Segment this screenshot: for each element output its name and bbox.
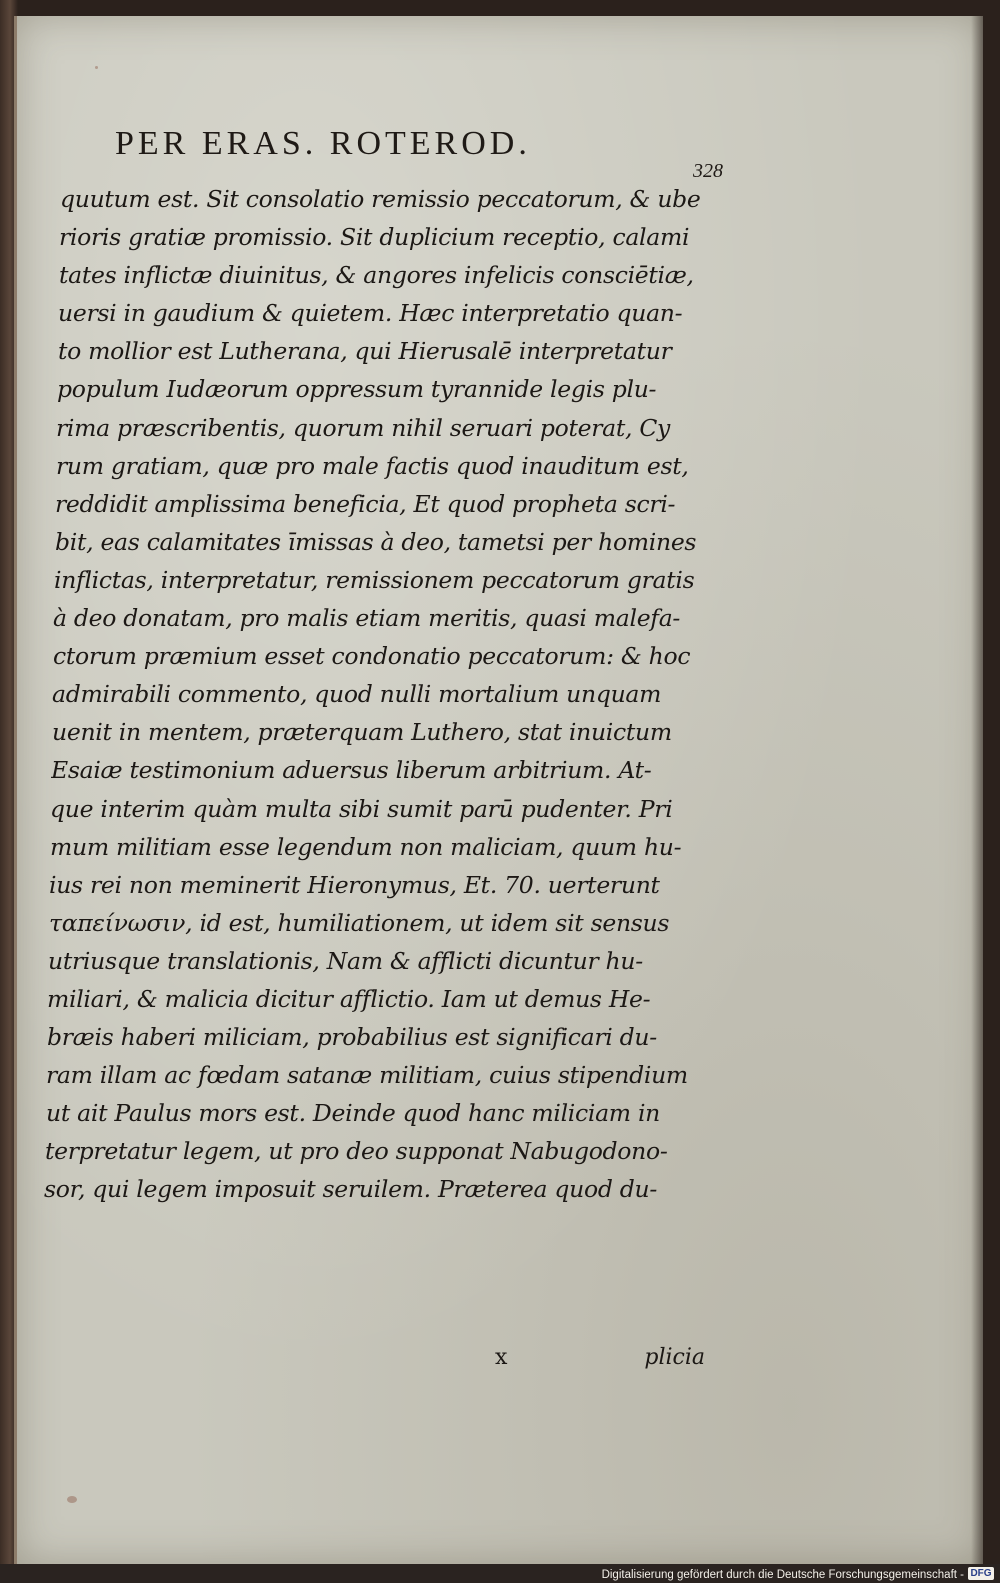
- text-line: ram illam ac fœdam satanæ militiam, cuius stipendium: [46, 1061, 688, 1090]
- text-line: à deo donatam, pro malis etiam meritis, quasi malefa-: [53, 604, 681, 633]
- text-line: admirabili commento, quod nulli mortalium unquam: [52, 680, 662, 709]
- dfg-logo: DFG: [968, 1567, 994, 1580]
- digitization-footer: [0, 1564, 1000, 1583]
- text-line: rum gratiam, quæ pro male factis quod inauditum est,: [56, 451, 689, 480]
- text-line: tates inflictæ diuinitus, & angores infelicis consciētiæ,: [59, 261, 694, 290]
- text-line: bræis haberi miliciam, probabilius est significari du-: [47, 1023, 657, 1052]
- page-edge-shadow: [971, 16, 983, 1564]
- text-line: populum Iudæorum oppressum tyrannide legis plu-: [57, 375, 657, 404]
- text-line: rima præscribentis, quorum nihil seruari poterat, Cy: [56, 413, 671, 442]
- body-text: [44, 180, 750, 1209]
- text-line: ut ait Paulus mors est. Deinde quod hanc miliciam in: [46, 1099, 661, 1128]
- signature-mark: x: [495, 1345, 508, 1370]
- text-line: Esaiæ testimonium aduersus liberum arbitrium. At-: [51, 756, 652, 785]
- text-line: uenit in mentem, præterquam Luthero, stat inuictum: [52, 718, 672, 747]
- catchword-row: [495, 1345, 705, 1379]
- ink-speck: [95, 66, 98, 69]
- text-line: utriusque translationis, Nam & afflicti dicuntur hu-: [48, 946, 643, 975]
- text-line: reddidit amplissima beneficia, Et quod propheta scri-: [55, 489, 676, 518]
- text-line: que interim quàm multa sibi sumit parū pudenter. Pri: [50, 794, 673, 823]
- running-head: PER ERAS. ROTEROD.: [115, 125, 531, 162]
- text-line: inflictas, interpretatur, remissionem peccatorum gratis: [54, 565, 695, 594]
- text-line: to mollior est Lutherana, qui Hierusalē interpretatur: [58, 337, 672, 366]
- text-line: quutum est. Sit consolatio remissio peccatorum, & ube: [60, 185, 701, 213]
- funding-credit: Digitalisierung gefördert durch die Deutsche Forschungsgemeinschaft -: [601, 1569, 964, 1581]
- ink-stain: [67, 1496, 77, 1503]
- text-line: uersi in gaudium & quietem. Hæc interpretatio quan-: [58, 299, 683, 328]
- folio-number: 328: [693, 160, 723, 182]
- text-line: ctorum præmium esset condonatio peccatorum: & hoc: [53, 642, 691, 671]
- text-line: bit, eas calamitates īmissas à deo, tametsi per homines: [55, 527, 697, 556]
- text-line: mum militiam esse legendum non maliciam, quum hu-: [50, 832, 682, 861]
- text-line: sor, qui legem imposuit seruilem. Præterea quod du-: [44, 1175, 657, 1204]
- text-line: miliari, & malicia dicitur afflictio. Iam ut demus He-: [47, 984, 651, 1013]
- catchword: plicia: [644, 1345, 705, 1370]
- text-line: rioris gratiæ promissio. Sit duplicium receptio, calami: [59, 223, 690, 252]
- text-line: terpretatur legem, ut pro deo supponat Nabugodono-: [45, 1137, 668, 1166]
- text-line: ius rei non meminerit Hieronymus, Et. 70. uerterunt: [49, 870, 660, 899]
- text-line: ταπείνωσιν, id est, humiliationem, ut idem sit sensus: [49, 908, 670, 937]
